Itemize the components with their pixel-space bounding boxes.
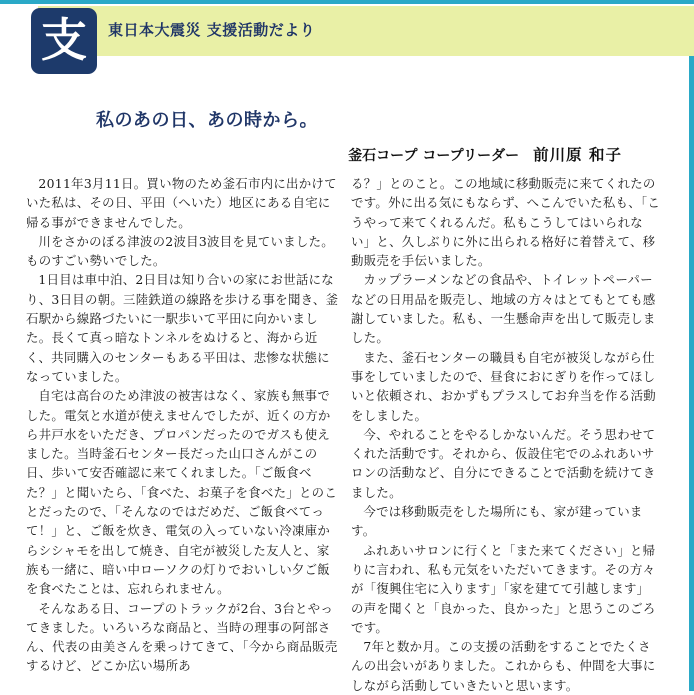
paragraph: ふれあいサロンに行くと「また来てください」と帰りに言われ、私も元気をいただいてきます。その方々が「復興住宅に入ります」「家を建てて引越します」の声を聞くと「良かった、良かった」と思うこのごろです。 — [351, 542, 656, 635]
paragraph: 今、やれることをやるしかないんだ。そう思わせてくれた活動です。それから、仮設住宅でのふれあいサロンの活動など、自分にできることで活動を続けてきました。 — [351, 426, 656, 500]
paragraph-continued: る？」とのこと。この地域に移動販売に来てくれたのです。外に出る気にもならず、へこんでいた私も、「こうやって来てくれるんだ。私もこうしてはいられない」と、久しぶりに外に出られる格好に着替えて、移動販売を手伝いました。 — [351, 176, 661, 269]
paragraph: 自宅は高台のため津波の被害はなく、家族も無事でした。電気と水道が使えませんでしたが、近くの方から井戸水をいただき、プロパンだったのでガスも使えました。当時釜石センター長だった山口さんがこの日、歩いて安否確認に来てくれました。「ご飯食べた？」と聞いたら、「食べた、お菓子を食べた」とのことだったので、「そんなのではだめだ、ご飯食べてって！」と、ご飯を炊き、電気の入っていない冷凍庫からシシャモを出して焼き、自宅が被災した友人と、家族も一緒に、暗い中ローソクの灯りでおいしい夕ご飯を食べたことは、忘れられません。 — [26, 388, 338, 597]
paragraph: 川をさかのぼる津波の2波目3波目を見ていました。ものすごい勢いでした。 — [26, 233, 334, 269]
paragraph: 2011年3月11日。買い物のため釜石市内に出かけていた私は、その日、平田（へいた）地区にある自宅に帰る事ができませんでした。 — [26, 176, 337, 230]
author-byline — [348, 143, 622, 165]
logo-glyph: 支 — [41, 13, 87, 67]
top-accent-line — [0, 0, 694, 4]
paragraph: カップラーメンなどの食品や、トイレットペーパーなどの日用品を販売し、地域の方々はとてもとても感謝していました。私も、一生懸命声を出して販売しました。 — [351, 272, 656, 346]
paragraph: そんなある日、コープのトラックが2台、3台とやってきました。いろいろな商品と、当時の理事の阿部さん、代表の由美さんを乗っけてきて、「今から商品販売するけど、どこか広い場所あ — [26, 600, 338, 674]
author-name: 前川原 和子 — [533, 146, 622, 164]
support-logo — [31, 8, 97, 74]
article-column-right — [351, 174, 661, 695]
right-accent-bar — [689, 56, 694, 691]
paragraph: 1日目は車中泊、2日目は知り合いの家にお世話になり、3日目の朝。三陸鉄道の線路を歩ける事を聞き、釜石駅から線路づたいに一駅歩いて平田に向かいました。長くて真っ暗なトンネルをぬけると、海から近く、共同購入のセンターもある平田は、悲惨な状態になっていました。 — [26, 272, 339, 384]
article-title: 私のあの日、あの時から。 — [96, 110, 318, 131]
paragraph: また、釜石センターの職員も自宅が被災しながら仕事をしていましたので、昼食におにぎりを作ってほしいと依頼され、おかずもプラスしてお弁当を作る活動をしました。 — [351, 349, 656, 423]
article-column-left — [26, 174, 341, 676]
paragraph: 7年と数か月。この支援の活動をすることでたくさんの出会いがありました。これからも、仲間を大事にしながら活動していきたいと思います。 — [351, 639, 656, 693]
header-title: 東日本大震災 支援活動だより — [108, 21, 316, 39]
paragraph: 今では移動販売をした場所にも、家が建っています。 — [351, 504, 643, 539]
author-affiliation: 釜石コープ コープリーダー — [348, 148, 520, 164]
